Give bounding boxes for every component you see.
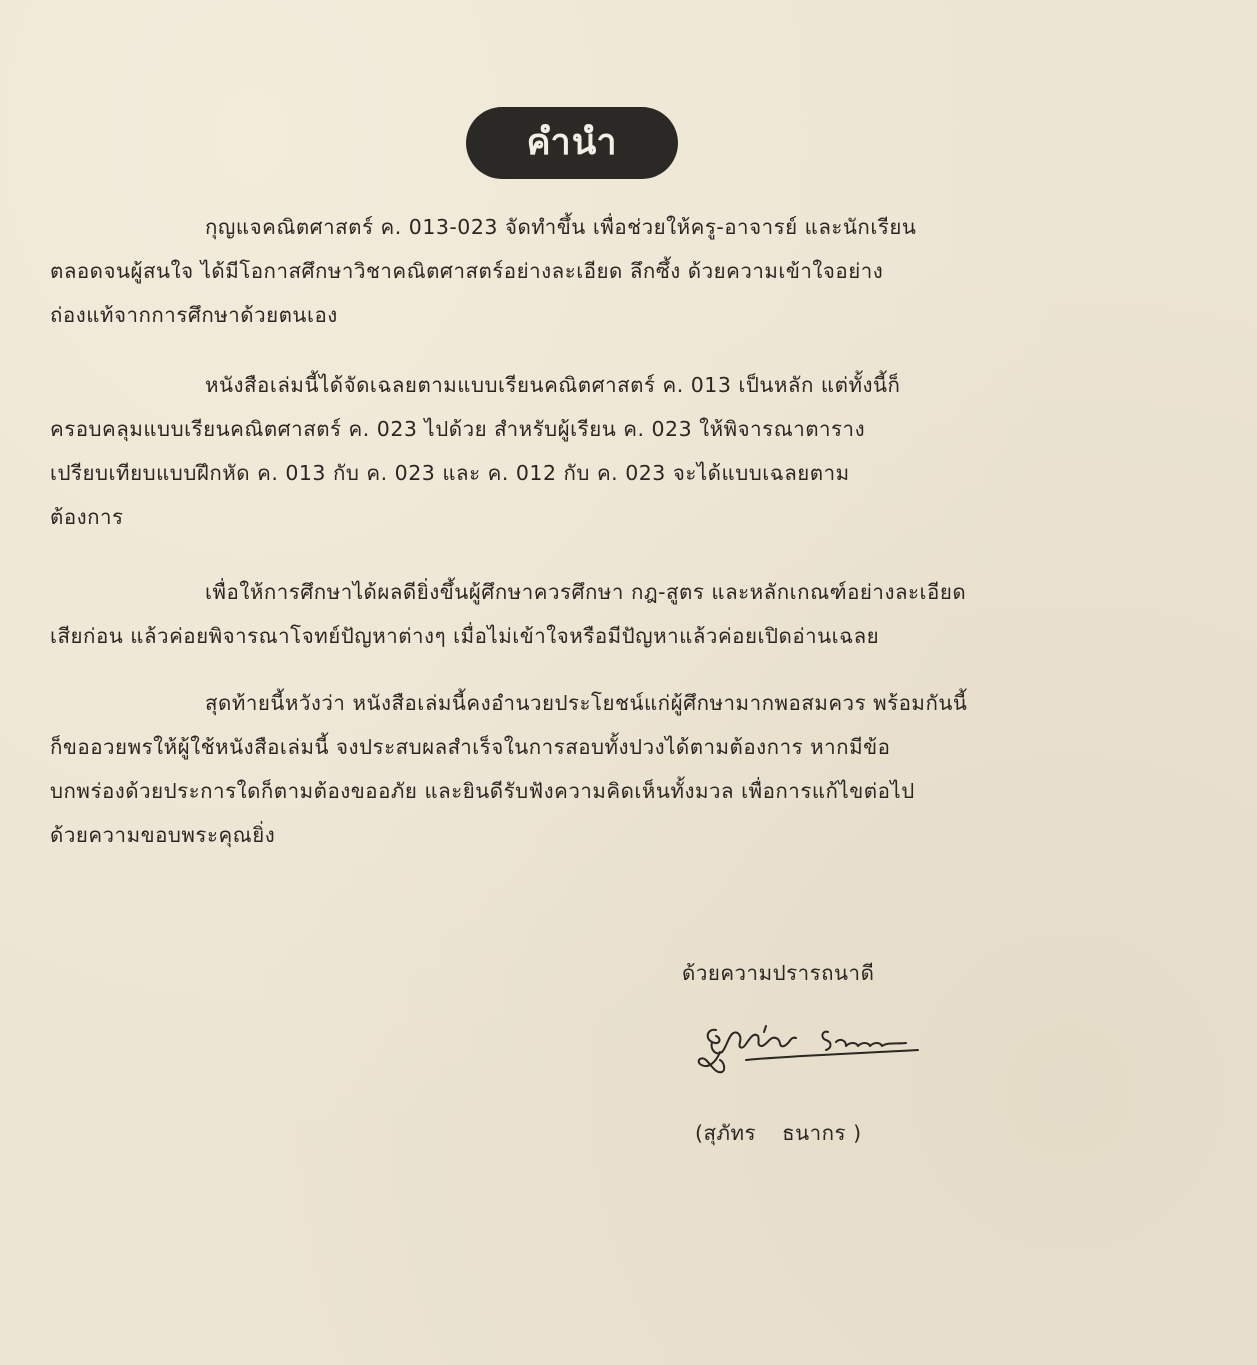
- closing-phrase: ด้วยความปรารถนาดี: [682, 961, 875, 985]
- paragraph-line: สุดท้ายนี้หวังว่า หนังสือเล่มนี้คงอำนวยประโยชน์แก่ผู้ศึกษามากพอสมควร พร้อมกันนี้: [205, 691, 968, 715]
- signer-first-name: สุภัทร: [703, 1121, 757, 1145]
- paragraph-line: ด้วยความขอบพระคุณยิ่ง: [50, 823, 276, 847]
- paragraph-line: ถ่องแท้จากการศึกษาด้วยตนเอง: [50, 303, 338, 327]
- paren-close: ): [853, 1121, 862, 1145]
- paragraph-line: เสียก่อน แล้วค่อยพิจารณาโจทย์ปัญหาต่างๆ เมื่อไม่เข้าใจหรือมีปัญหาแล้วค่อยเปิดอ่านเฉลย: [50, 624, 880, 648]
- paragraph-1: [50, 205, 1170, 337]
- paragraph-line: ครอบคลุมแบบเรียนคณิตศาสตร์ ค. 023 ไปด้วย สำหรับผู้เรียน ค. 023 ให้พิจารณาตาราง: [50, 417, 866, 441]
- paragraph-line: ตลอดจนผู้สนใจ ได้มีโอกาสศึกษาวิชาคณิตศาสตร์อย่างละเอียด ลึกซึ้ง ด้วยความเข้าใจอย่าง: [50, 259, 884, 283]
- signer-name: [695, 1111, 862, 1155]
- page-title: คำนำ: [466, 107, 678, 179]
- paragraph-line: กุญแจคณิตศาสตร์ ค. 013-023 จัดทำขึ้น เพื่อช่วยให้ครู-อาจารย์ และนักเรียน: [205, 215, 917, 239]
- paragraph-3: [50, 570, 1170, 658]
- paragraph-line: หนังสือเล่มนี้ได้จัดเฉลยตามแบบเรียนคณิตศาสตร์ ค. 013 เป็นหลัก แต่ทั้งนี้ก็: [205, 373, 901, 397]
- paren-open: (: [695, 1121, 704, 1145]
- paragraph-line: ก็ขออวยพรให้ผู้ใช้หนังสือเล่มนี้ จงประสบผลสำเร็จในการสอบทั้งปวงได้ตามต้องการ หากมีข้อ: [50, 735, 891, 759]
- paragraph-line: เพื่อให้การศึกษาได้ผลดียิ่งขึ้นผู้ศึกษาควรศึกษา กฎ-สูตร และหลักเกณฑ์อย่างละเอียด: [205, 580, 967, 604]
- paragraph-4: [50, 681, 1170, 857]
- paragraph-line: ต้องการ: [50, 505, 124, 529]
- signer-last-name: ธนากร: [782, 1121, 847, 1145]
- paragraph-line: เปรียบเทียบแบบฝึกหัด ค. 013 กับ ค. 023 และ ค. 012 กับ ค. 023 จะได้แบบเฉลยตาม: [50, 461, 850, 485]
- paragraph-2: [50, 363, 1170, 539]
- handwritten-signature: [686, 1016, 936, 1096]
- paragraph-line: บกพร่องด้วยประการใดก็ตามต้องขออภัย และยินดีรับฟังความคิดเห็นทั้งมวล เพื่อการแก้ไขต่อไป: [50, 779, 915, 803]
